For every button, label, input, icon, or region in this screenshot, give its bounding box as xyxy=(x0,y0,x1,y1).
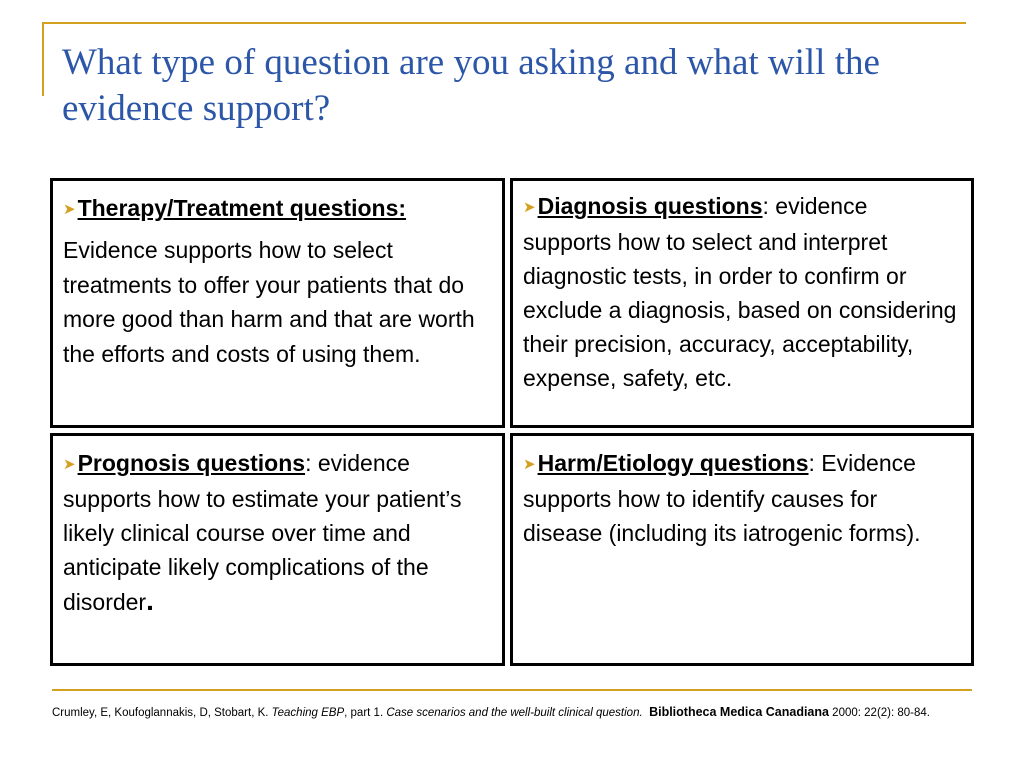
citation-part: , part 1. xyxy=(344,707,387,719)
footer-divider xyxy=(52,689,972,691)
prognosis-box xyxy=(50,433,505,666)
harm-heading: Harm/Etiology questions xyxy=(537,450,809,476)
citation-book: Teaching EBP xyxy=(271,707,345,719)
harm-box xyxy=(510,433,974,666)
arrow-bullet-icon: ➤ xyxy=(523,199,536,216)
therapy-box xyxy=(50,178,505,428)
diagnosis-text: : evidence supports how to select and interpret diagnostic tests, in order to confirm or exclude a diagnosis, based on considering their precision, accuracy, acceptability, expense, safety, etc. xyxy=(523,193,957,391)
citation-journal: Bibliotheca Medica Canadiana xyxy=(649,705,829,719)
arrow-bullet-icon: ➤ xyxy=(63,201,76,218)
left-accent-line xyxy=(42,22,44,96)
citation-article: Case scenarios and the well-built clinical question. xyxy=(386,707,643,719)
top-accent-line xyxy=(42,22,966,24)
slide-title: What type of question are you asking and what will the evidence support? xyxy=(62,42,880,129)
prognosis-text: : evidence supports how to estimate your patient’s likely clinical course over time and anticipate likely complications of the disorder xyxy=(63,450,462,615)
citation-authors: Crumley, E, Koufoglannakis, D, Stobart, K. xyxy=(52,707,272,719)
citation xyxy=(52,704,972,721)
harm-text: : Evidence supports how to identify causes for disease (including its iatrogenic forms). xyxy=(523,450,921,546)
diagnosis-heading: Diagnosis questions xyxy=(537,193,763,219)
therapy-text: Evidence supports how to select treatments to offer your patients that do more good than harm and that are worth the efforts and costs of using them. xyxy=(63,237,475,367)
therapy-heading: Therapy/Treatment questions: xyxy=(77,195,407,221)
arrow-bullet-icon: ➤ xyxy=(523,456,536,473)
citation-details: 2000: 22(2): 80-84. xyxy=(828,707,930,719)
prognosis-heading: Prognosis questions xyxy=(77,450,306,476)
prognosis-period: . xyxy=(146,585,154,616)
diagnosis-box xyxy=(510,178,974,428)
arrow-bullet-icon: ➤ xyxy=(63,456,76,473)
therapy-heading-line xyxy=(63,191,492,227)
